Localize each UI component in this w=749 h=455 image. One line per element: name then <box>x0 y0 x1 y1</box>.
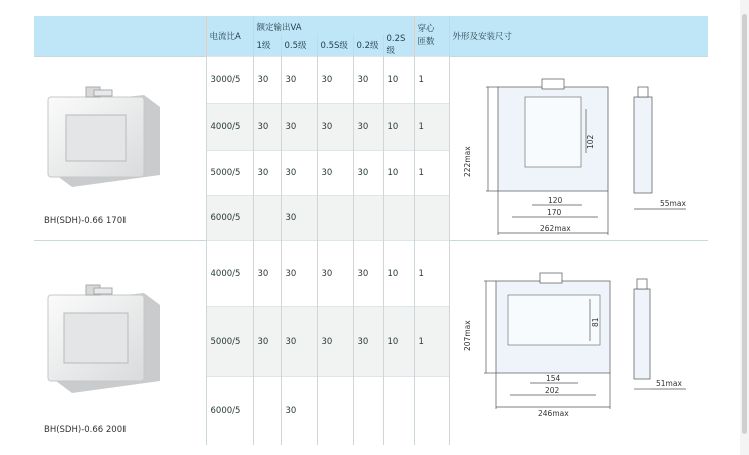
va-cell <box>383 377 414 445</box>
va-cell: 10 <box>383 307 414 377</box>
va-cell: 30 <box>281 151 317 196</box>
table-row <box>34 241 708 307</box>
va-cell <box>317 377 353 445</box>
ratio-cell: 5000/5 <box>206 307 253 377</box>
va-cell <box>353 196 383 241</box>
product-name: BH(SDH)-0.66 170Ⅱ <box>44 216 127 226</box>
va-cell: 30 <box>353 104 383 151</box>
dimension-drawing-cell <box>449 241 708 445</box>
dim-inner-width: 154 <box>545 374 560 383</box>
header-ratio: 电流比A <box>206 16 253 57</box>
turns-cell: 1 <box>414 57 449 104</box>
product-image-cell <box>34 241 206 445</box>
va-cell: 30 <box>281 57 317 104</box>
va-cell: 30 <box>253 104 281 151</box>
header-class-02s: 0.2S级 <box>383 34 414 57</box>
va-cell: 30 <box>353 151 383 196</box>
va-cell: 30 <box>353 307 383 377</box>
va-cell: 30 <box>281 377 317 445</box>
turns-cell: 1 <box>414 104 449 151</box>
dim-depth: 55max <box>659 199 686 208</box>
va-cell: 30 <box>281 241 317 307</box>
dim-mount: 202 <box>544 386 559 395</box>
dim-inner-height: 102 <box>585 134 595 149</box>
header-rated-output: 额定输出VA <box>253 16 414 34</box>
va-cell <box>383 196 414 241</box>
va-cell: 10 <box>383 241 414 307</box>
dim-inner-height: 81 <box>590 317 600 327</box>
ratio-cell: 6000/5 <box>206 377 253 445</box>
turns-cell: 1 <box>414 151 449 196</box>
va-cell: 30 <box>253 241 281 307</box>
ratio-cell: 4000/5 <box>206 104 253 151</box>
dim-inner-width: 120 <box>547 196 562 205</box>
dim-width: 262max <box>539 224 571 233</box>
turns-cell: 1 <box>414 241 449 307</box>
ratio-cell: 4000/5 <box>206 241 253 307</box>
ratio-cell: 6000/5 <box>206 196 253 241</box>
turns-cell <box>414 196 449 241</box>
ratio-cell: 3000/5 <box>206 57 253 104</box>
header-dimensions: 外形及安装尺寸 <box>449 16 708 57</box>
ratio-cell: 5000/5 <box>206 151 253 196</box>
va-cell: 10 <box>383 57 414 104</box>
va-cell: 30 <box>281 307 317 377</box>
va-cell <box>253 196 281 241</box>
va-cell: 30 <box>317 307 353 377</box>
dimension-drawing-200 <box>450 241 709 445</box>
dimension-drawing-cell <box>449 57 708 241</box>
va-cell: 30 <box>317 241 353 307</box>
scrollbar-thumb[interactable] <box>742 14 747 434</box>
va-cell <box>353 377 383 445</box>
va-cell: 10 <box>383 104 414 151</box>
va-cell: 30 <box>353 241 383 307</box>
ct-product-photo <box>34 241 206 445</box>
turns-cell <box>414 377 449 445</box>
spec-table <box>34 16 708 445</box>
dim-height: 222max <box>462 146 472 177</box>
va-cell: 30 <box>317 57 353 104</box>
header-turns: 穿心 匝数 <box>414 16 449 57</box>
dimension-drawing-170 <box>450 57 709 241</box>
header-class-05s: 0.5S级 <box>317 34 353 57</box>
product-name: BH(SDH)-0.66 200Ⅱ <box>44 425 127 435</box>
dim-depth: 51max <box>655 379 682 388</box>
dim-width: 246max <box>537 409 569 418</box>
spec-table-frame <box>34 16 736 440</box>
product-image-cell <box>34 57 206 241</box>
dim-mount: 170 <box>546 208 561 217</box>
vertical-scrollbar[interactable] <box>740 0 749 455</box>
header-row <box>34 16 708 34</box>
va-cell <box>317 196 353 241</box>
turns-cell: 1 <box>414 307 449 377</box>
va-cell: 10 <box>383 151 414 196</box>
va-cell: 30 <box>281 104 317 151</box>
va-cell: 30 <box>281 196 317 241</box>
table-row <box>34 57 708 104</box>
va-cell <box>253 377 281 445</box>
header-class-02: 0.2级 <box>353 34 383 57</box>
va-cell: 30 <box>253 151 281 196</box>
header-class-05: 0.5级 <box>281 34 317 57</box>
va-cell: 30 <box>317 104 353 151</box>
va-cell: 30 <box>253 307 281 377</box>
va-cell: 30 <box>317 151 353 196</box>
ct-product-photo <box>34 57 206 241</box>
va-cell: 30 <box>253 57 281 104</box>
dim-height: 207max <box>462 320 472 351</box>
va-cell: 30 <box>353 57 383 104</box>
header-class-1: 1级 <box>253 34 281 57</box>
